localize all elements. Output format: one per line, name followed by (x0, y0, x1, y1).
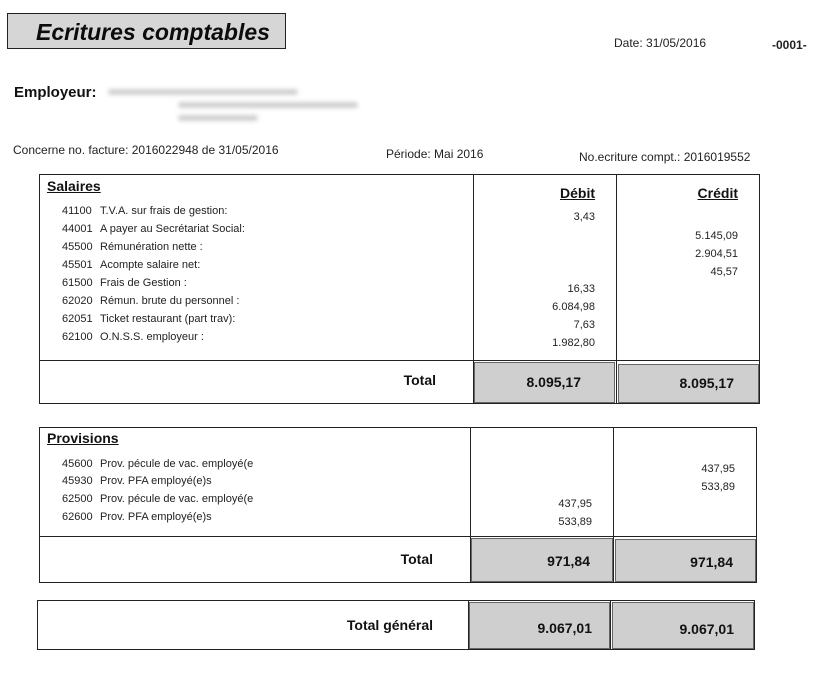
title-box (7, 13, 286, 49)
list-item: 45930 Prov. PFA employé(e)s (62, 475, 212, 487)
grand-total-credit: 9.067,01 (679, 621, 734, 637)
credit-value: 45,57 (710, 266, 738, 278)
provisions-section (39, 427, 757, 583)
salaires-total-label: Total (403, 372, 436, 388)
credit-column-header: Crédit (697, 185, 738, 201)
provisions-total-credit: 971,84 (690, 554, 733, 570)
invoice-reference: Concerne no. facture: 2016022948 de 31/05/2016 (13, 143, 279, 157)
provisions-total-label: Total (400, 551, 433, 567)
list-item: 62600 Prov. PFA employé(e)s (62, 511, 212, 523)
grand-total-section (37, 600, 755, 650)
salaires-total-credit: 8.095,17 (679, 375, 734, 391)
salaires-title: Salaires (47, 178, 101, 194)
debit-value: 1.982,80 (552, 337, 595, 349)
list-item: 44001 A payer au Secrétariat Social: (62, 223, 245, 235)
list-item: 45501 Acompte salaire net: (62, 259, 201, 271)
grand-total-label: Total général (346, 617, 433, 633)
list-item: 62500 Prov. pécule de vac. employé(e (62, 493, 254, 505)
grand-total-debit: 9.067,01 (537, 620, 592, 636)
page-title: Ecritures comptables (36, 19, 270, 45)
list-item: 62020 Rémun. brute du personnel : (62, 295, 240, 307)
list-item: 61500 Frais de Gestion : (62, 277, 187, 289)
salaires-total-debit: 8.095,17 (526, 374, 581, 390)
credit-value: 2.904,51 (695, 248, 738, 260)
debit-value: 437,95 (558, 498, 592, 510)
provisions-total-debit: 971,84 (547, 553, 590, 569)
debit-value: 533,89 (558, 516, 592, 528)
list-item: 45600 Prov. pécule de vac. employé(e (62, 458, 254, 470)
salaires-section (39, 174, 760, 404)
debit-value: 7,63 (573, 319, 595, 331)
provisions-title: Provisions (47, 430, 119, 446)
employer-address-redacted (108, 86, 368, 128)
employer-label: Employeur: (14, 84, 97, 101)
document-date: Date: 31/05/2016 (614, 36, 707, 50)
credit-value: 437,95 (701, 463, 735, 475)
debit-column-header: Débit (560, 185, 595, 201)
list-item: 62051 Ticket restaurant (part trav): (62, 313, 236, 325)
list-item: 45500 Rémunération nette : (62, 241, 203, 253)
list-item: 41100 T.V.A. sur frais de gestion: (62, 205, 228, 217)
credit-value: 5.145,09 (695, 230, 738, 242)
debit-value: 6.084,98 (552, 301, 595, 313)
entry-number: No.ecriture compt.: 2016019552 (579, 150, 751, 164)
debit-value: 3,43 (573, 211, 595, 223)
credit-value: 533,89 (701, 481, 735, 493)
list-item: 62100 O.N.S.S. employeur : (62, 331, 204, 343)
period: Période: Mai 2016 (386, 147, 484, 161)
page-number: -0001- (772, 38, 807, 52)
debit-value: 16,33 (567, 283, 595, 295)
